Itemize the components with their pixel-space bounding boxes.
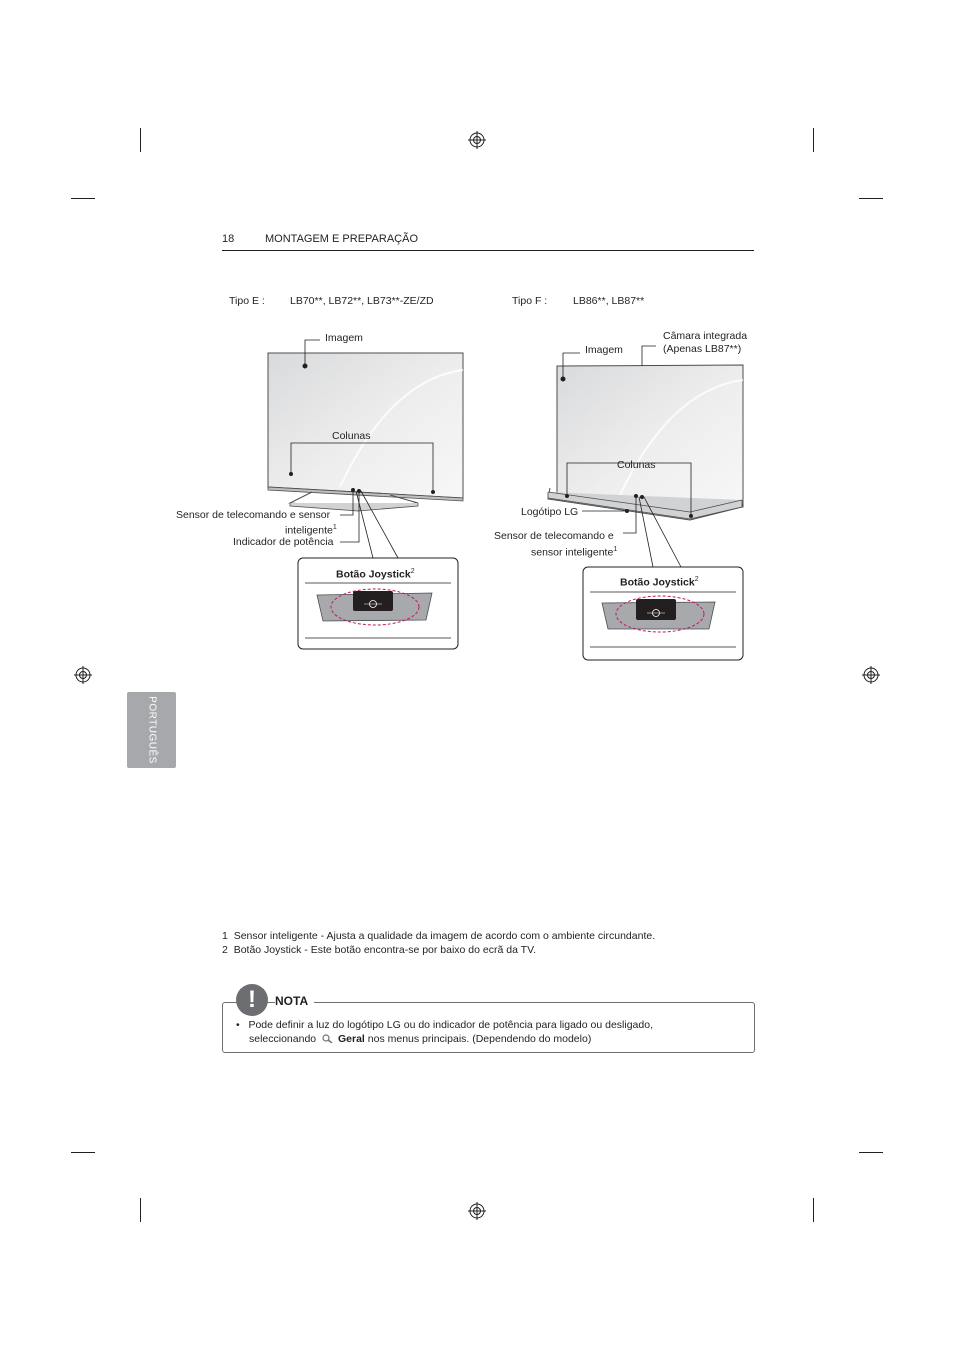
note-line-2-prefix: seleccionando — [249, 1033, 317, 1045]
footnote-1-text: Sensor inteligente - Ajusta a qualidade da imagem de acordo com o ambiente circundante. — [233, 930, 656, 942]
type-f-image-label: Imagem — [585, 344, 623, 356]
footnote-1 — [222, 930, 655, 942]
type-e-models: LB70**, LB72**, LB73**-ZE/ZD — [290, 295, 434, 307]
note-line-1 — [236, 1018, 653, 1032]
crop-mark — [140, 128, 141, 152]
footnote-ref-1: 1 — [332, 524, 337, 531]
registration-mark-icon — [862, 666, 880, 684]
registration-mark-icon — [74, 666, 92, 684]
type-f-lg-logo-label: Logótipo LG — [521, 506, 579, 518]
crop-mark — [71, 1152, 95, 1153]
footnote-ref-1: 1 — [613, 546, 618, 553]
footnote-ref-2: 2 — [694, 576, 699, 583]
note-general-menu: Geral — [337, 1033, 365, 1045]
type-f-label: Tipo F : — [512, 295, 548, 307]
crop-mark — [859, 198, 883, 199]
footnote-2-text: Botão Joystick - Este botão encontra-se por baixo do ecrã da TV. — [233, 944, 537, 956]
crop-mark — [140, 1198, 141, 1222]
page-number: 18 — [222, 233, 235, 245]
type-f-remote-sensor-label-1: Sensor de telecomando e — [494, 530, 614, 542]
section-title: MONTAGEM E PREPARAÇÃO — [265, 233, 419, 245]
crop-mark — [71, 198, 95, 199]
footnote-1-number: 1 — [222, 930, 228, 942]
footnote-2 — [222, 944, 536, 956]
crop-mark — [859, 1152, 883, 1153]
crop-mark — [813, 1198, 814, 1222]
registration-mark-icon — [468, 1202, 486, 1220]
type-f-camera-label-2: (Apenas LB87**) — [663, 343, 742, 355]
settings-gear-icon — [321, 1033, 333, 1043]
type-e-remote-sensor-text: inteligente — [285, 524, 333, 537]
note-line-1-text: Pode definir a luz do logótipo LG ou do indicador de potência para ligado ou desligado, — [248, 1019, 653, 1031]
type-e-image-label: Imagem — [325, 332, 363, 344]
note-line-2 — [236, 1032, 653, 1046]
type-f-joystick-text: Botão Joystick — [620, 576, 695, 589]
type-e-joystick-text: Botão Joystick — [336, 568, 411, 581]
language-tab — [127, 692, 176, 768]
header-rule — [222, 250, 754, 251]
type-e-label: Tipo E : — [229, 295, 265, 307]
note-bullet: • — [236, 1019, 240, 1031]
note-top-rule — [320, 1002, 753, 1003]
type-e-joystick-title — [336, 565, 415, 582]
type-f-remote-sensor-text: sensor inteligente — [531, 546, 614, 559]
footnote-ref-2: 2 — [410, 568, 415, 575]
registration-mark-icon — [468, 131, 486, 149]
type-e-remote-sensor-label-1: Sensor de telecomando e sensor — [176, 509, 331, 521]
type-f-remote-sensor-label-2 — [531, 543, 617, 560]
note-line-2-suffix: nos menus principais. (Dependendo do modelo) — [367, 1033, 592, 1045]
type-f-models: LB86**, LB87** — [573, 295, 645, 307]
type-f-tv-diagram — [480, 320, 770, 670]
type-f-speakers-label: Colunas — [617, 459, 656, 471]
type-e-tv-diagram — [160, 320, 480, 660]
footnote-2-number: 2 — [222, 944, 228, 956]
note-text — [236, 1018, 653, 1046]
exclamation-icon: ! — [236, 984, 268, 1016]
type-f-joystick-title — [620, 573, 699, 590]
crop-mark — [813, 128, 814, 152]
type-f-camera-label-1: Câmara integrada — [663, 330, 748, 342]
type-e-speakers-label: Colunas — [332, 430, 371, 442]
note-title: NOTA — [275, 994, 314, 1008]
type-e-power-indicator-label: Indicador de potência — [233, 536, 334, 548]
language-tab-label: PORTUGUÊS — [146, 696, 157, 764]
